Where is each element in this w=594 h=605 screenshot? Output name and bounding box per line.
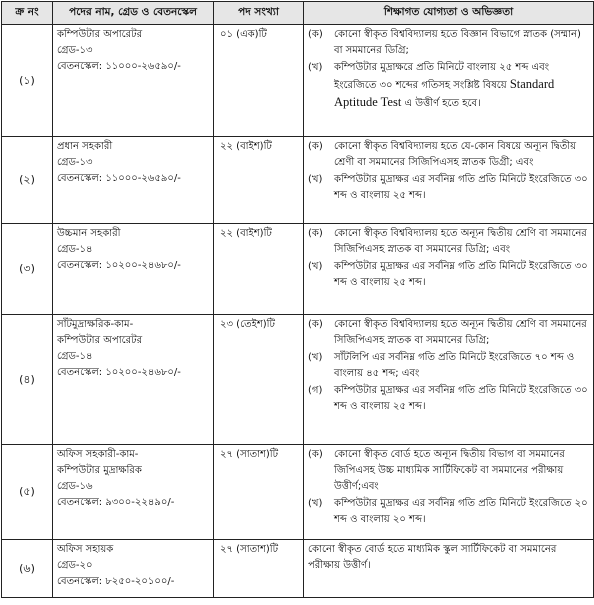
qualification-text: কম্পিউটার মুদ্রাক্ষর এর সর্বনিম্ন গতি প্রতি মিনিটে ইংরেজিতে ৩০ শব্দ ও বাংলায় ২৫ শব্দ। <box>334 261 588 288</box>
qualification-mark: (খ) <box>308 352 323 363</box>
serial-cell: (৫) <box>2 445 53 540</box>
serial-cell: (৪) <box>2 315 53 445</box>
post-grade: গ্রেড-১৪ <box>57 244 93 255</box>
qualification-text: কোনো স্বীকৃত বিশ্ববিদ্যালয় হতে অন্যূন দ্বিতীয় শ্রেণি বা সমমানের সিজিপিএসহ স্নাতক বা সমমানের ডিগ্রি; এবং <box>334 228 587 255</box>
post-cell <box>53 224 214 315</box>
header-serial: ক্র নং <box>2 2 53 25</box>
qualification-english-term: Standard Aptitude Test <box>334 77 555 109</box>
qualification-mark: (ক) <box>308 141 323 152</box>
qualification-item <box>308 383 589 415</box>
post-cell <box>53 25 214 137</box>
qualification-text: কোনো স্বীকৃত বিশ্ববিদ্যালয় হতে বিজ্ঞান বিভাগে স্নাতক (সম্মান) বা সমমানের ডিগ্রি; <box>334 29 581 56</box>
qualification-mark: (ক) <box>308 228 323 239</box>
post-name: কম্পিউটার অপারেটর <box>57 29 143 40</box>
qualification-mark: (খ) <box>308 62 323 73</box>
qualification-text-tail: এ উত্তীর্ণ হতে হবে। <box>401 98 481 109</box>
post-name: অফিস সহকারী-কাম- <box>57 449 139 460</box>
count-cell: ২৩ (তেইশ)টি <box>214 315 304 445</box>
header-qualification: শিক্ষাগত যোগ্যতা ও অভিজ্ঞতা <box>304 2 594 25</box>
qualification-item <box>308 60 589 112</box>
qualification-item <box>308 139 589 171</box>
qualification-text: কম্পিউটার মুদ্রাক্ষর এর সর্বনিম্ন গতি প্রতি মিনিটে ইংরেজিতে ৩০ শব্দ ও বাংলায় ২৫ শব্দ। <box>334 174 588 201</box>
qualification-cell <box>304 445 594 540</box>
post-name: প্রধান সহকারী <box>57 141 113 152</box>
table-row <box>2 224 594 315</box>
header-post: পদের নাম, গ্রেড ও বেতনস্কেল <box>53 2 214 25</box>
qualification-mark: (খ) <box>308 174 323 185</box>
post-grade: গ্রেড-১৪ <box>57 351 93 362</box>
post-cell <box>53 315 214 445</box>
post-scale: বেতনস্কেল: ১১০০০-২৬৫৯০/- <box>57 173 181 184</box>
post-name-cont: কম্পিউটার অপারেটর <box>57 335 143 346</box>
post-grade: গ্রেড-২০ <box>57 560 93 571</box>
serial-cell: (১) <box>2 25 53 137</box>
qualification-item <box>308 172 589 204</box>
table-header-row <box>2 2 594 25</box>
table-row <box>2 315 594 445</box>
qualification-text: কোনো স্বীকৃত বিশ্ববিদ্যালয় হতে যে-কোন বিষয়ে অন্যূন দ্বিতীয় শ্রেণী বা সমমানের সিজিপিএসহ স্নাতক ডিগ্রী; এবং <box>334 141 577 168</box>
post-name: অফিস সহায়ক <box>57 544 114 555</box>
post-name: সাঁটমুদ্রাক্ষরিক-কাম- <box>57 319 134 330</box>
qualification-item <box>308 447 589 495</box>
count-cell: ২২ (বাইশ)টি <box>214 137 304 224</box>
header-count: পদ সংখ্যা <box>214 2 304 25</box>
qualification-text <box>334 60 589 112</box>
post-grade: গ্রেড-১৩ <box>57 45 93 56</box>
qualification-text: সাঁটলিপি এর সর্বনিম্ন গতি প্রতি মিনিটে ইংরেজিতে ৭০ শব্দ ও বাংলায় ৪৫ শব্দ; এবং <box>334 352 575 379</box>
qualification-item <box>308 259 589 291</box>
qualification-cell <box>304 224 594 315</box>
count-cell: ২৭ (সাতাশ)টি <box>214 540 304 598</box>
qualification-text-part: কম্পিউটার মুদ্রাক্ষরে প্রতি মিনিটে বাংলায় ২৫ শব্দ এবং ইংরেজিতে ৩০ শব্দের গতিসহ সংশ্লিষ্ট বিষয়ে <box>334 62 550 91</box>
serial-cell: (৩) <box>2 224 53 315</box>
qualification-cell <box>304 540 594 598</box>
post-scale: বেতনস্কেল: ১০২০০-২৪৬৮০/- <box>57 260 181 271</box>
qualification-mark: (খ) <box>308 261 323 272</box>
count-cell: ২২ (বাইশ)টি <box>214 224 304 315</box>
qualification-cell <box>304 137 594 224</box>
qualification-mark: (খ) <box>308 498 323 509</box>
post-cell <box>53 540 214 598</box>
qualification-cell <box>304 25 594 137</box>
table-row <box>2 540 594 598</box>
post-name: উচ্চমান সহকারী <box>57 228 121 239</box>
table-row <box>2 445 594 540</box>
post-name-cont: কম্পিউটার মুদ্রাক্ষরিক <box>57 465 142 476</box>
qualification-cell <box>304 315 594 445</box>
qualification-mark: (ক) <box>308 29 323 40</box>
qualification-text: কম্পিউটার মুদ্রাক্ষর এর সর্বনিম্ন গতি প্রতি মিনিটে ইংরেজিতে ২০ শব্দ ও বাংলায় ২০ শব্দ। <box>334 498 588 525</box>
post-grade: গ্রেড-১৬ <box>57 481 93 492</box>
qualification-mark: (ক) <box>308 319 323 330</box>
post-cell <box>53 137 214 224</box>
count-cell: ০১ (এক)টি <box>214 25 304 137</box>
qualification-text: কোনো স্বীকৃত বোর্ড হতে মাধ্যমিক স্কুল সার্টিফিকেট বা সমমানের পরীক্ষায় উত্তীর্ণ। <box>308 544 557 571</box>
post-cell <box>53 445 214 540</box>
qualification-mark: (গ) <box>308 385 323 396</box>
qualification-text: কোনো স্বীকৃত বিশ্ববিদ্যালয় হতে অন্যূন দ্বিতীয় শ্রেণি বা সমমানের সিজিপিএসহ স্নাতক বা সমমানের ডিগ্রি; <box>334 319 587 346</box>
table-row <box>2 25 594 137</box>
serial-cell: (৬) <box>2 540 53 598</box>
post-grade: গ্রেড-১৩ <box>57 157 93 168</box>
post-scale: বেতনস্কেল: ৯৩০০-২২৪৯০/- <box>57 497 175 508</box>
qualification-text: কম্পিউটার মুদ্রাক্ষর এর সর্বনিম্ন গতি প্রতি মিনিটে ইংরেজিতে ৩০ শব্দ ও বাংলায় ২৫ শব্দ। <box>334 385 588 412</box>
qualification-item <box>308 317 589 349</box>
serial-cell: (২) <box>2 137 53 224</box>
qualification-item <box>308 542 589 574</box>
qualification-item <box>308 496 589 528</box>
qualification-mark: (ক) <box>308 449 323 460</box>
qualification-item <box>308 27 589 59</box>
post-scale: বেতনস্কেল: ৮২৫০-২০১০০/- <box>57 576 175 587</box>
post-scale: বেতনস্কেল: ১০২০০-২৪৬৮০/- <box>57 367 181 378</box>
table-row <box>2 137 594 224</box>
qualification-item <box>308 226 589 258</box>
post-scale: বেতনস্কেল: ১১০০০-২৬৫৯০/- <box>57 61 181 72</box>
qualification-text: কোনো স্বীকৃত বোর্ড হতে অন্যূন দ্বিতীয় বিভাগ বা সমমানের জিপিএসহ উচ্চ মাধ্যমিক সার্টিফিকেট বা সমমানের পরীক্ষায় উত্তীর্ণ;এবং <box>334 449 565 492</box>
recruitment-table <box>1 1 594 598</box>
count-cell: ২৭ (সাতাশ)টি <box>214 445 304 540</box>
qualification-item <box>308 350 589 382</box>
